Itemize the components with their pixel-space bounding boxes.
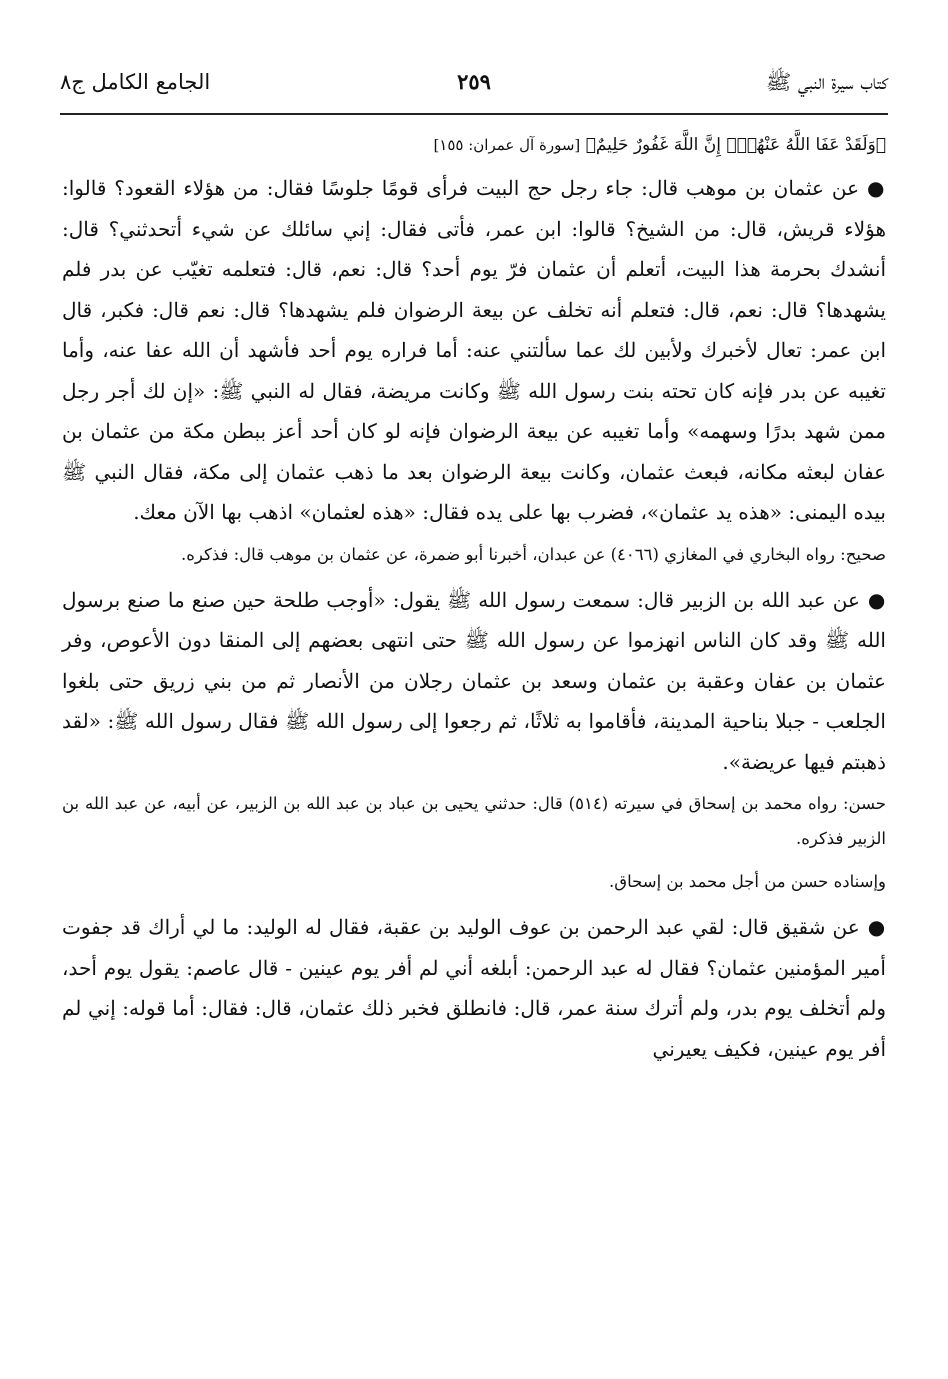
page-header bbox=[60, 62, 888, 102]
book-title: كتاب سيرة النبي ﷺ bbox=[765, 70, 888, 94]
page-number: ٢٥٩ bbox=[457, 69, 491, 94]
hadith-text: عن عبد الله بن الزبير قال: سمعت رسول الله ﷺ يقول: «أوجب طلحة حين صنع ما صنع برسول الله ﷺ وقد كان الناس انهزموا عن رسول الله ﷺ حتى انتهى بعضهم إلى المنقا دون الأعوص، وفر عثمان بن عفان وعقبة بن عثمان وسعد بن عثمان رجلان من الأنصار ثم من بني زريق حتى بلغوا الجلعب - جبلا بناحية المدينة، فأقاموا به ثلاثًا، ثم رجعوا إلى رسول الله ﷺ فقال رسول الله ﷺ: «لقد ذهبتم فيها عريضة». bbox=[62, 587, 886, 774]
grading-note: صحيح: رواه البخاري في المغازي (٤٠٦٦) عن عبدان، أخبرنا أبو ضمرة، عن عثمان بن موهب قال: فذكره. bbox=[180, 544, 886, 564]
bullet-icon: ● bbox=[867, 587, 887, 612]
hadith-text: عن شقيق قال: لقي عبد الرحمن بن عوف الوليد بن عقبة، فقال له الوليد: ما لي أراك قد جفوت أمير المؤمنين عثمان؟ فقال له عبد الرحمن: أبلغه أني لم أفر يوم عينين - قال عاصم: يقول يوم أحد، ولم أتخلف يوم بدر، ولم أترك سنة عمر، قال: فانطلق فخبر ذلك عثمان، قال: فقال: أما قوله: إني لم أفر يوم عينين، فكيف يعيرني bbox=[62, 915, 886, 1061]
series-title: الجامع الكامل ج٨ bbox=[60, 70, 211, 94]
verse-text: ﴿وَلَقَدْ عَفَا اللَّهُ عَنْهُمْۗ إِنَّ اللَّهَ غَفُورٌ حَلِيمٌ﴾ bbox=[585, 135, 886, 155]
hadith-paragraph bbox=[62, 168, 886, 533]
hadith-text: عن عثمان بن موهب قال: جاء رجل حج البيت فرأى قومًا جلوسًا فقال: من هؤلاء القعود؟ قالوا: هؤلاء قريش، قال: من الشيخ؟ قالوا: ابن عمر، فأتى فقال: إني سائلك عن شيء أتحدثني؟ قال: أنشدك بحرمة هذا البيت، أتعلم أن عثمان فرّ يوم أحد؟ قال: نعم، قال: فتعلمه تغيّب عن بدر فلم يشهدها؟ قال: نعم، قال: فتعلم أنه تخلف عن بيعة الرضوان فلم يشهدها؟ قال: نعم قال: فكبر، قال ابن عمر: تعال لأخبرك ولأبين لك عما سألتني عنه: أما فراره يوم أحد فأشهد أن الله عفا عنه، وأما تغيبه عن بدر فإنه كان تحته بنت رسول الله ﷺ وكانت مريضة، فقال له النبي ﷺ: «إن لك أجر رجل ممن شهد بدرًا وسهمه» وأما تغيبه عن بيعة الرضوان فإنه لو كان أحد أعز ببطن مكة من عثمان بن عفان لبعثه مكانه، فبعث عثمان، وكانت بيعة الرضوان بعد ما ذهب عثمان إلى مكة، فقال النبي ﷺ بيده اليمنى: «هذه يد عثمان»، فضرب بها على يده فقال: «هذه لعثمان» اذهب بها الآن معك. bbox=[62, 176, 886, 524]
grading-note: حسن: رواه محمد بن إسحاق في سيرته (٥١٤) قال: حدثني يحيى بن عباد بن عبد الله بن الزبير، عن أبيه، عن عبد الله بن الزبير فذكره. bbox=[62, 794, 886, 848]
hadith-paragraph bbox=[62, 580, 886, 783]
quran-verse bbox=[62, 128, 886, 162]
header-divider bbox=[60, 113, 888, 115]
bullet-icon: ● bbox=[867, 176, 886, 200]
bullet-icon: ● bbox=[867, 915, 887, 939]
isnad-note: وإسناده حسن من أجل محمد بن إسحاق. bbox=[609, 872, 886, 891]
page-body bbox=[62, 128, 886, 1069]
verse-reference: [سورة آل عمران: ١٥٥] bbox=[433, 136, 581, 154]
hadith-paragraph bbox=[62, 907, 886, 1069]
